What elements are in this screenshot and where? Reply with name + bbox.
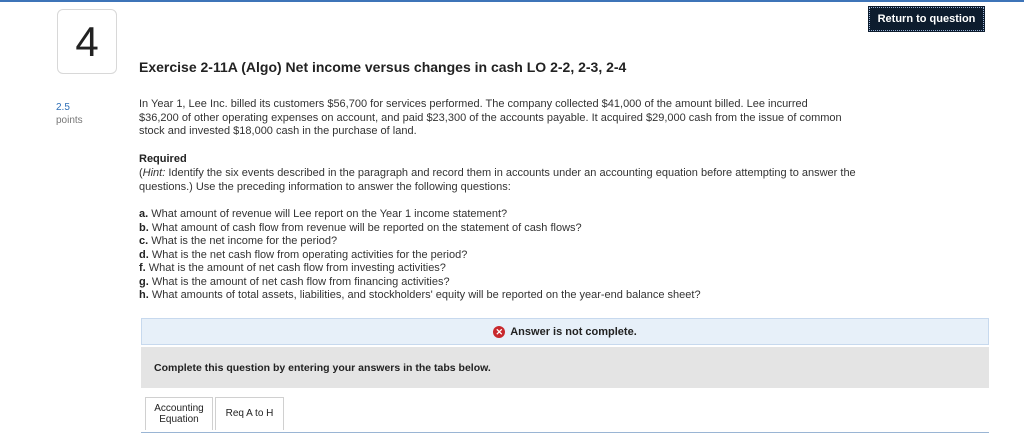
list-item: c. What is the net income for the period? — [139, 235, 338, 247]
hint-body: Identify the six events described in the paragraph and record them in accounts under an accounting equation before attempting to answer the questions.) Use the preceding information to answer the following questions: — [139, 167, 856, 193]
answer-status-text: Answer is not complete. — [510, 325, 637, 338]
top-accent-rule — [0, 0, 1024, 2]
return-to-question-button[interactable]: Return to question — [869, 7, 984, 31]
required-heading: Required — [139, 153, 187, 165]
exercise-paragraph: In Year 1, Lee Inc. billed its customers $56,700 for services performed. The company collected $41,000 of the amount billed. Lee incurred $36,200 of other operating expenses on account, and paid $23,300 of the accounts payable. It acquired $29,000 cash from the issue of common stock and invested $18,000 cash in the purchase of land. — [139, 98, 842, 137]
hint-open-paren: ( — [139, 167, 143, 179]
question-number: 4 — [57, 9, 117, 74]
tab-req-a-to-h[interactable]: Req A to H — [215, 397, 284, 430]
list-item: f. What is the amount of net cash flow from investing activities? — [139, 262, 446, 274]
x-circle-icon: ✕ — [493, 326, 505, 338]
list-item: h. What amounts of total assets, liabilities, and stockholders' equity will be reported on the year-end balance sheet? — [139, 289, 701, 301]
tab-accounting-equation[interactable]: Accounting Equation — [145, 397, 213, 430]
instructions-text: Complete this question by entering your answers in the tabs below. — [154, 361, 491, 374]
hint-text — [139, 167, 859, 194]
points-label: points — [56, 115, 83, 126]
hint-label: Hint: — [142, 167, 166, 179]
list-item: d. What is the net cash flow from operating activities for the period? — [139, 248, 468, 261]
answer-status-bar — [141, 318, 989, 345]
points-value: 2.5 — [56, 102, 70, 113]
exercise-title: Exercise 2-11A (Algo) Net income versus changes in cash LO 2-2, 2-3, 2-4 — [139, 59, 627, 75]
list-item: b. What amount of cash flow from revenue will be reported on the statement of cash flows? — [139, 221, 582, 234]
question-list — [139, 208, 859, 303]
points-info — [56, 101, 83, 127]
answer-tabs — [141, 394, 989, 433]
instructions-bar — [141, 347, 989, 388]
list-item: g. What is the amount of net cash flow from financing activities? — [139, 275, 450, 288]
list-item: a. What amount of revenue will Lee report on the Year 1 income statement? — [139, 208, 508, 220]
